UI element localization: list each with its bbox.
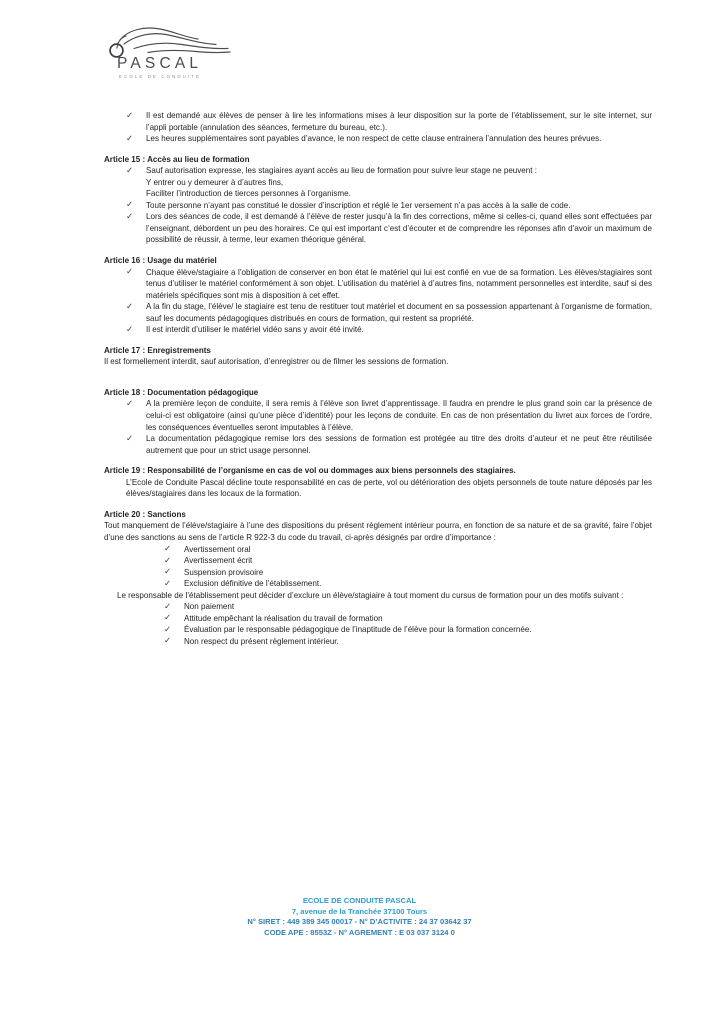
- check-icon: ✓: [126, 199, 134, 210]
- article-16-heading: Article 16 : Usage du matériel: [104, 256, 217, 266]
- footer-company-name: ECOLE DE CONDUITE PASCAL: [302, 896, 417, 905]
- check-icon: ✓: [164, 600, 172, 611]
- list-item: [126, 200, 652, 212]
- list-item: [126, 165, 652, 200]
- list-item: [164, 636, 652, 648]
- list-item: [164, 624, 652, 636]
- company-logo: [104, 24, 244, 84]
- list-item-text: Toute personne n’ayant pas constitué le dossier d’inscription et réglé le 1er versement n’a pas accès à la salle de code.: [146, 200, 571, 210]
- motifs-list: [164, 601, 652, 647]
- article-19-body: L’Ecole de Conduite Pascal décline toute responsabilité en cas de perte, vol ou détérioration des objets personnels de toute nature déposés par les élèves/stagiaires dans les locaux de la formation.: [126, 477, 652, 499]
- check-icon: ✓: [126, 300, 134, 311]
- list-item-text: Évaluation par le responsable pédagogique de l’inaptitude de l’élève pour la formation concernée.: [184, 625, 532, 635]
- sub-line-1: Y entrer ou y demeurer à d’autres fins,: [146, 177, 284, 187]
- article-15-list: [126, 165, 652, 246]
- list-item-text: Avertissement oral: [184, 544, 251, 554]
- list-item-text: A la fin du stage, l’élève/ le stagiaire est tenu de restituer tout matériel et document en sa possession appartenant à l’organisme de formation, sauf les documents pédagogiques distribués en cours de formation, qui restent sa propriété.: [146, 302, 652, 323]
- check-icon: ✓: [164, 577, 172, 588]
- check-icon: ✓: [164, 543, 172, 554]
- article-18-heading: Article 18 : Documentation pédagogique: [104, 387, 259, 397]
- article-20-intro: Tout manquement de l’élève/stagiaire à l’une des dispositions du présent règlement intérieur pourra, en fonction de sa nature et de sa gravité, faire l’objet d’une des sanctions au sens de l’article R 922-3 du code du travail, ci-après désignés par ordre d’importance :: [104, 521, 652, 542]
- list-item-text: Sauf autorisation expresse, les stagiaires ayant accès au lieu de formation pour suivre leur stage ne peuvent :: [146, 166, 537, 176]
- list-item-text: Chaque élève/stagiaire a l’obligation de conserver en bon état le matériel qui lui est confié en vue de sa formation. Les élèves/stagiaires sont tenus d’utiliser le matériel conformément à son objet. L’utilisation du matériel à d’autres fins, notamment personnelles est interdite, sauf si des matériels spécifiques sont mis à disposition à cet effet.: [146, 267, 652, 300]
- check-icon: ✓: [126, 432, 134, 443]
- document-body: [104, 110, 652, 647]
- list-item: [164, 567, 652, 579]
- check-icon: ✓: [126, 164, 134, 175]
- list-item-text: Exclusion définitive de l’établissement.: [184, 579, 322, 589]
- list-item: [126, 433, 652, 456]
- list-item: [126, 133, 652, 145]
- list-item: [164, 544, 652, 556]
- list-item-text: Il est interdit d’utiliser le matériel vidéo sans y avoir été invité.: [146, 325, 364, 335]
- footer-address: 7, avenue de la Tranchée 37100 Tours: [291, 906, 428, 916]
- list-item-text: Il est demandé aux élèves de penser à lire les informations mises à leur disposition sur la porte de l’établissement, sur le site internet, sur l’appli portable (annulation des séances, fermeture du bureau, etc.).: [146, 111, 652, 132]
- check-icon: ✓: [126, 109, 134, 120]
- spacer: [104, 246, 652, 255]
- logo-wordmark: PASCAL: [117, 55, 203, 72]
- list-item-text: Lors des séances de code, il est demandé à l’élève de rester jusqu’à la fin des corrections, même si celles-ci, quand elles sont effectuées par l’enseignant, débordent un peu des horaires. Ce qui est important c’est d’écouter et de comprendre les réponses afin d’avoir un maximum de possibilité de réussir, à terme, leur examen théorique général.: [146, 212, 652, 245]
- check-icon: ✓: [126, 266, 134, 277]
- article-16-list: [126, 267, 652, 336]
- list-item: [164, 578, 652, 590]
- list-item-text: La documentation pédagogique remise lors des sessions de formation est protégée au titre des droits d’auteur et ne peut être réutilisée autrement que pour un strict usage personnel.: [146, 434, 652, 455]
- page-footer: [0, 896, 719, 938]
- list-item: [164, 613, 652, 625]
- list-item: [164, 601, 652, 613]
- check-icon: ✓: [164, 623, 172, 634]
- sub-line-2: Faciliter l’introduction de tierces personnes à l’organisme.: [146, 189, 351, 199]
- intro-bullet-list: [126, 110, 652, 145]
- list-item-text: Non paiement: [184, 602, 235, 612]
- list-item: [126, 110, 652, 133]
- spacer: [104, 336, 652, 345]
- list-item: [126, 324, 652, 336]
- list-item: [126, 398, 652, 433]
- list-item-text: Non respect du présent règlement intérieur.: [184, 636, 339, 646]
- list-item-text: Avertissement écrit: [184, 556, 253, 566]
- logo-tagline: ECOLE DE CONDUITE: [119, 74, 202, 79]
- check-icon: ✓: [164, 566, 172, 577]
- footer-ape-agrement: CODE APE : 8553Z - N° AGREMENT : E 03 037 3124 0: [264, 927, 455, 937]
- spacer: [104, 456, 652, 465]
- list-item: [126, 211, 652, 246]
- check-icon: ✓: [164, 635, 172, 646]
- list-item-text: Suspension provisoire: [184, 567, 264, 577]
- article-18-list: [126, 398, 652, 456]
- check-icon: ✓: [164, 554, 172, 565]
- list-item: [126, 267, 652, 302]
- article-17-heading: Article 17 : Enregistrements: [104, 345, 211, 355]
- check-icon: ✓: [164, 612, 172, 623]
- footer-siret-activite: N° SIRET : 449 389 345 00017 - N° D’ACTIVITE : 24 37 03642 37: [247, 917, 472, 927]
- check-icon: ✓: [126, 132, 134, 143]
- article-15-heading: Article 15 : Accès au lieu de formation: [104, 154, 250, 164]
- list-item-text: Les heures supplémentaires sont payables d’avance, le non respect de cette clause entrainera l’annulation des heures prévues.: [146, 134, 602, 144]
- spacer: [104, 368, 652, 382]
- sanctions-list: [164, 544, 652, 590]
- list-item: [164, 555, 652, 567]
- exclusion-motifs-intro: Le responsable de l’établissement peut décider d’exclure un élève/stagiaire à tout moment du cursus de formation pour un des motifs suivant :: [117, 590, 624, 600]
- article-20-heading: Article 20 : Sanctions: [104, 509, 186, 519]
- spacer: [104, 145, 652, 154]
- article-17-body: Il est formellement interdit, sauf autorisation, d’enregistrer ou de filmer les sessions de formation.: [104, 357, 449, 367]
- list-item-text: Attitude empêchant la réalisation du travail de formation: [184, 613, 383, 623]
- check-icon: ✓: [126, 210, 134, 221]
- list-item-text: A la première leçon de conduite, il sera remis à l’élève son livret d’apprentissage. Il faudra en prendre le plus grand soin car la présence de celui-ci est obligatoire (ainsi qu’une pièce d’identité) pour les leçons de conduite. En cas de non présentation du livret aux forces de l’ordre, les conséquences éventuelles seront imputables à l’élève.: [146, 399, 652, 432]
- list-item: [126, 301, 652, 324]
- article-19-heading: Article 19 : Responsabilité de l’organisme en cas de vol ou dommages aux biens personnels des stagiaires.: [104, 466, 516, 476]
- check-icon: ✓: [126, 323, 134, 334]
- spacer: [104, 500, 652, 509]
- check-icon: ✓: [126, 398, 134, 409]
